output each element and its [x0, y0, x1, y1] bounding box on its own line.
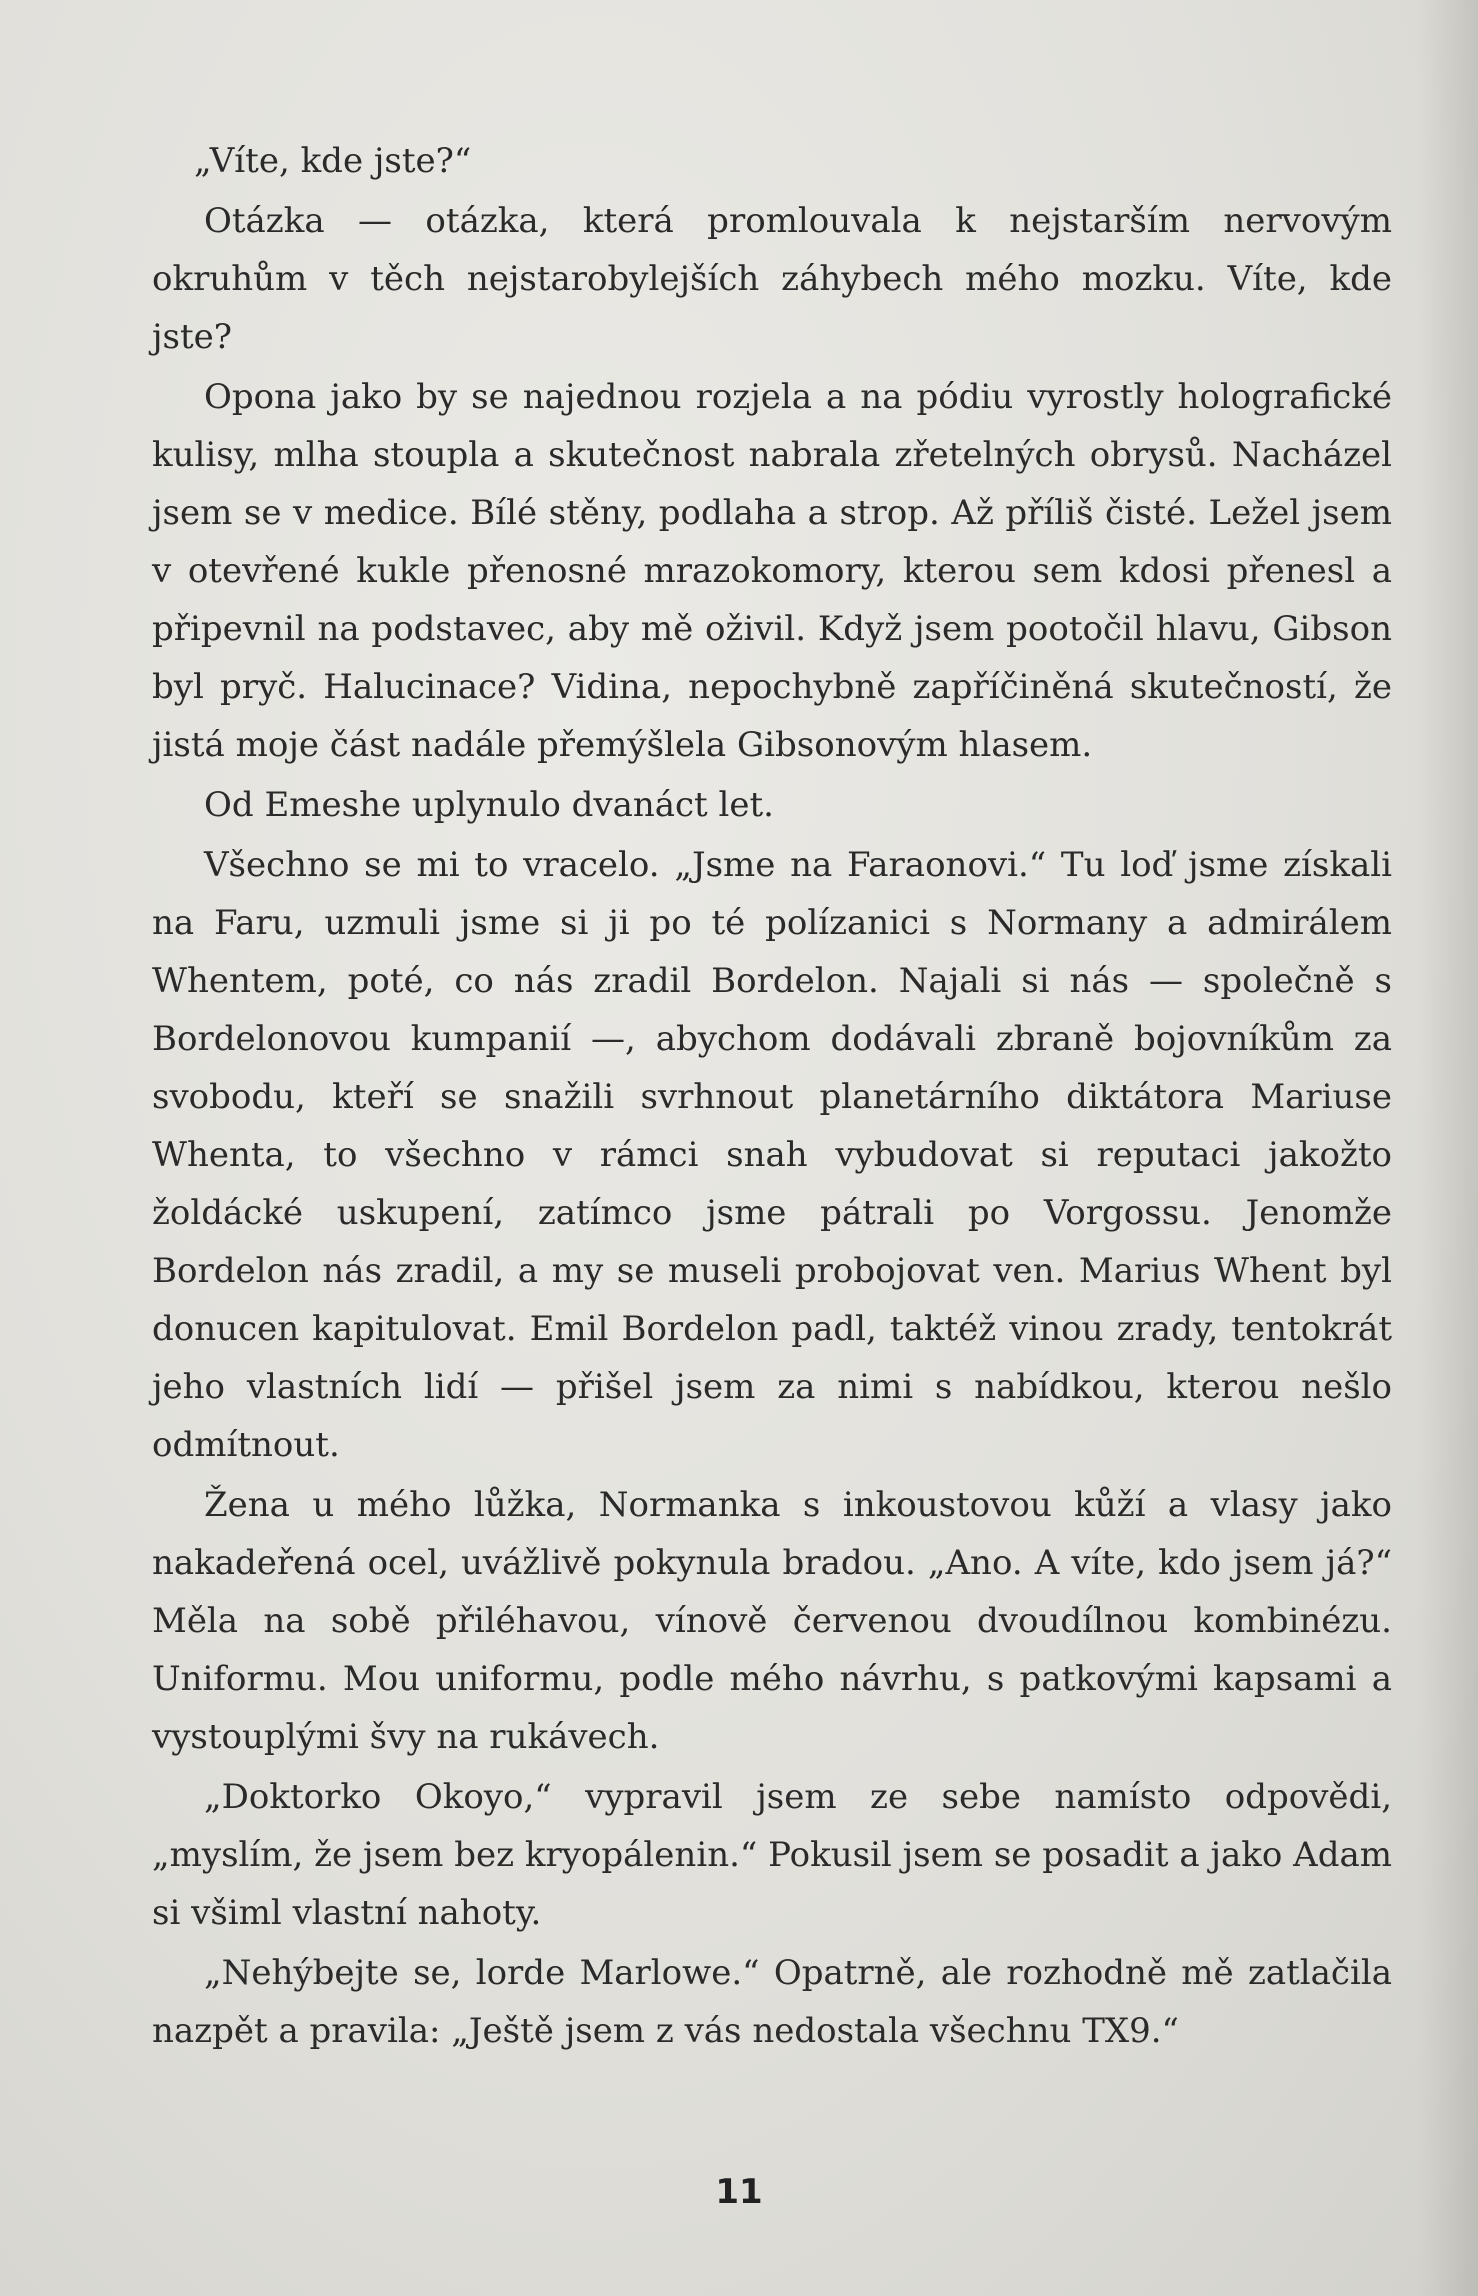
- paragraph-1: „Víte, kde jste?“: [194, 141, 472, 181]
- paragraph-3: Opona jako by se najednou rozjela a na pódiu vyrostly holografické kulisy, mlha stoupla a skutečnost nabrala zřetelných obrysů. Nacházel jsem se v medice. Bílé stěny, podlaha a strop. Až příliš čisté. Ležel jsem v otevřené kukle přenosné mrazokomory, kterou sem kdosi přenesl a připevnil na podstavec, aby mě oživil. Když jsem pootočil hlavu, Gibson byl pryč. Halucinace? Vidina, nepochybně zapříčiněná skutečností, že jistá moje část nadále přemýšlela Gibsonovým hlasem.: [152, 377, 1392, 765]
- paragraph-5: Všechno se mi to vracelo. „Jsme na Faraonovi.“ Tu loď jsme získali na Faru, uzmuli jsme si ji po té polízanici s Normany a admirálem Whentem, poté, co nás zradil Bordelon. Najali si nás — společně s Bordelonovou kumpanií —, abychom dodávali zbraně bojovníkům za svobodu, kteří se snažili svrhnout planetárního diktátora Mariuse Whenta, to všechno v rámci snah vybudovat si reputaci jakožto žoldácké uskupení, zatímco jsme pátrali po Vorgossu. Jenomže Bordelon nás zradil, a my se museli probojovat ven. Marius Whent byl donucen kapitulovat. Emil Bordelon padl, taktéž vinou zrady, tentokrát jeho vlastních lidí — přišel jsem za nimi s nabídkou, kterou nešlo odmítnout.: [152, 845, 1392, 1465]
- paragraph-2: Otázka — otázka, která promlouvala k nejstarším nervovým okruhům v těch nejstarobylejších záhybech mého mozku. Víte, kde jste?: [152, 201, 1392, 357]
- paragraph-6: Žena u mého lůžka, Normanka s inkoustovou kůží a vlasy jako nakadeřená ocel, uvážlivě pokynula bradou. „Ano. A víte, kdo jsem já?“ Měla na sobě přiléhavou, vínově červenou dvoudílnou kombinézu. Uniformu. Mou uniformu, podle mého návrhu, s patkovými kapsami a vystouplými švy na rukávech.: [152, 1485, 1392, 1757]
- paragraph-4: Od Emeshe uplynulo dvanáct let.: [204, 785, 774, 825]
- body-text: [152, 132, 1392, 2062]
- paragraph-7: „Doktorko Okoyo,“ vypravil jsem ze sebe namísto odpovědi, „myslím, že jsem bez kryopálenin.“ Pokusil jsem se posadit a jako Adam si všiml vlastní nahoty.: [152, 1777, 1392, 1933]
- page-edge-shadow: [1418, 0, 1478, 2296]
- paragraph-8: „Nehýbejte se, lorde Marlowe.“ Opatrně, ale rozhodně mě zatlačila nazpět a pravila: „Ještě jsem z vás nedostala všechnu TX9.“: [152, 1953, 1392, 2051]
- page-number: 11: [715, 2172, 763, 2212]
